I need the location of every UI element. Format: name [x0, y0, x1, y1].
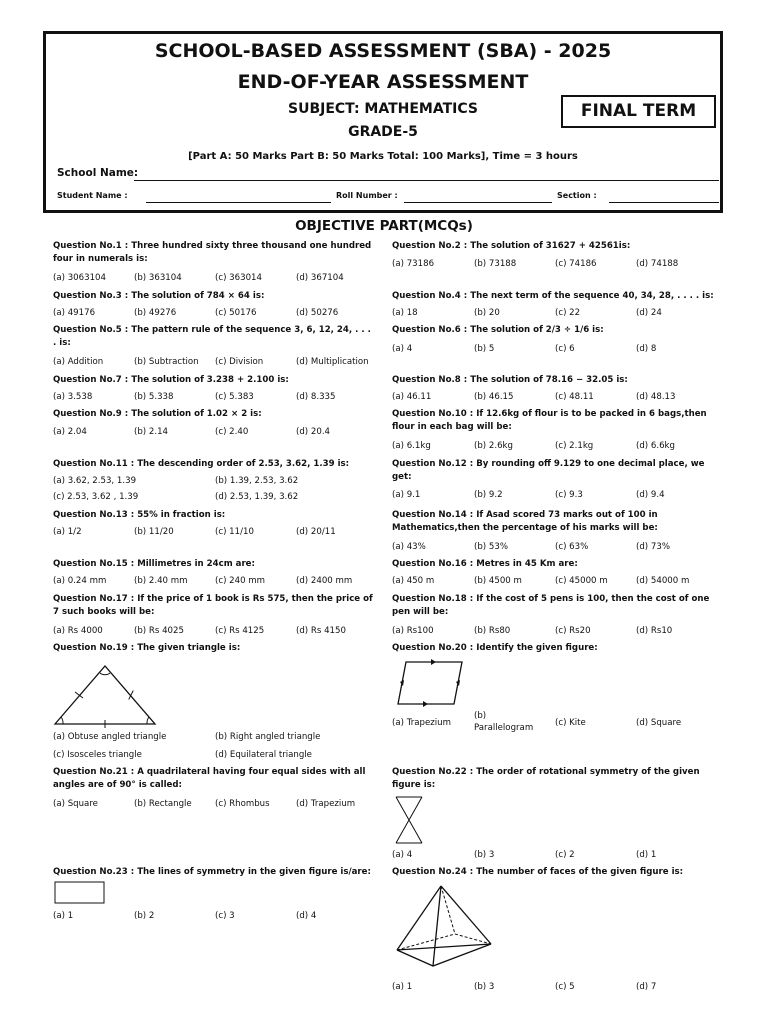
question-number: Question No.12 :: [392, 459, 474, 469]
option[interactable]: (a) 3063104: [53, 273, 106, 283]
question-text: Identify the given figure:: [476, 643, 598, 653]
option[interactable]: (d) Rs10: [636, 626, 673, 636]
question-3: [53, 290, 373, 303]
question-8: [392, 374, 722, 387]
question-11: [53, 458, 373, 471]
question-number: Question No.15 :: [53, 559, 135, 569]
assessment-title: SCHOOL-BASED ASSESSMENT (SBA) - 2025: [154, 40, 612, 62]
option[interactable]: (a) 9.1: [392, 490, 421, 500]
question-number: Question No.18 :: [392, 594, 474, 604]
question-text: 55% in fraction is:: [137, 510, 226, 520]
option[interactable]: (d) Square: [636, 718, 682, 728]
option[interactable]: (a) Addition: [53, 357, 104, 367]
option[interactable]: (b) 2.40 mm: [134, 576, 188, 586]
option[interactable]: (a) 1: [53, 911, 74, 921]
option[interactable]: (c) 22: [555, 308, 581, 318]
section-label: Section :: [557, 191, 597, 200]
option[interactable]: (b) 11/20: [134, 527, 174, 537]
roll-number-label: Roll Number :: [336, 191, 398, 200]
question-text: The next term of the sequence 40, 34, 28, . . . . is:: [470, 291, 714, 301]
question-text: The solution of 784 × 64 is:: [131, 291, 265, 301]
option[interactable]: (b) 2.6kg: [474, 441, 513, 451]
question-21: [53, 766, 373, 792]
question-number: Question No.22 :: [392, 767, 474, 777]
option[interactable]: (b) 4500 m: [474, 576, 522, 586]
question-number: Question No.19 :: [53, 643, 135, 653]
question-6: [392, 324, 722, 337]
option[interactable]: (b) 2: [134, 911, 155, 921]
option[interactable]: (d) 24: [636, 308, 662, 318]
question-20: [392, 642, 717, 655]
question-22: [392, 766, 717, 792]
question-text: The descending order of 2.53, 3.62, 1.39 is:: [137, 459, 350, 469]
question-24: [392, 866, 717, 879]
option[interactable]: (d) 9.4: [636, 490, 665, 500]
question-text: The order of rotational symmetry of the given figure is:: [392, 767, 700, 790]
option[interactable]: (b) 363104: [134, 273, 182, 283]
question-number: Question No.11 :: [53, 459, 135, 469]
question-10: [392, 408, 717, 434]
question-text: Three hundred sixty three thousand one hundred four in numerals is:: [53, 241, 372, 264]
option[interactable]: (d) 50276: [296, 308, 339, 318]
option[interactable]: (b) 3: [474, 850, 495, 860]
option[interactable]: (c) 5.383: [215, 392, 254, 402]
question-text: The solution of 31627 + 42561is:: [470, 241, 631, 251]
option[interactable]: (c) Kite: [555, 718, 586, 728]
option[interactable]: (a) 1: [392, 982, 413, 992]
question-text: A quadrilateral having four equal sides with all angles are of 90° is called:: [53, 767, 366, 790]
option[interactable]: (a) 6.1kg: [392, 441, 431, 451]
question-7: [53, 374, 373, 387]
option[interactable]: (b) 9.2: [474, 490, 503, 500]
option[interactable]: (b) 20: [474, 308, 500, 318]
question-number: Question No.9 :: [53, 409, 129, 419]
question-text: If the cost of 5 pens is 100, then the cost of one pen will be:: [392, 594, 710, 617]
header-box: [43, 31, 723, 213]
question-number: Question No.5 :: [53, 325, 129, 335]
option[interactable]: (b) Rectangle: [134, 799, 192, 809]
option[interactable]: (d) 6.6kg: [636, 441, 675, 451]
student-name-field[interactable]: [146, 202, 331, 203]
option[interactable]: (a) 73186: [392, 259, 435, 269]
option[interactable]: (a) Rs 4000: [53, 626, 103, 636]
question-number: Question No.7 :: [53, 375, 129, 385]
option[interactable]: (a) 49176: [53, 308, 96, 318]
question-number: Question No.8 :: [392, 375, 468, 385]
question-13: [53, 509, 373, 522]
question-text: The solution of 3.238 + 2.100 is:: [131, 375, 289, 385]
option[interactable]: (c) 5: [555, 982, 575, 992]
student-name-label: Student Name :: [57, 191, 128, 200]
option[interactable]: (d) 54000 m: [636, 576, 690, 586]
question-text: Metres in 45 Km are:: [476, 559, 578, 569]
option[interactable]: (b) 5: [474, 344, 495, 354]
option[interactable]: (a) Obtuse angled triangle: [53, 732, 167, 742]
question-text: By rounding off 9.129 to one decimal place, we get:: [392, 459, 705, 482]
option[interactable]: (a) 450 m: [392, 576, 435, 586]
section-field[interactable]: [609, 202, 719, 203]
subject-label: SUBJECT: MATHEMATICS: [288, 101, 478, 117]
option[interactable]: (d) 7: [636, 982, 657, 992]
school-name-field[interactable]: [134, 180, 719, 181]
question-number: Question No.6 :: [392, 325, 468, 335]
option[interactable]: (d) Equilateral triangle: [215, 750, 312, 760]
option[interactable]: (d) 4: [296, 911, 317, 921]
option[interactable]: (c) 45000 m: [555, 576, 608, 586]
question-2: [392, 240, 722, 253]
option[interactable]: (a) 0.24 mm: [53, 576, 107, 586]
question-5: [53, 324, 373, 350]
option[interactable]: (c) 74186: [555, 259, 597, 269]
option[interactable]: (a) 18: [392, 308, 418, 318]
question-number: Question No.14 :: [392, 510, 474, 520]
option[interactable]: (d) 48.13: [636, 392, 676, 402]
option[interactable]: (a) Trapezium: [392, 718, 451, 728]
option[interactable]: (a) 46.11: [392, 392, 432, 402]
option[interactable]: (b) Subtraction: [134, 357, 199, 367]
option[interactable]: (c) Division: [215, 357, 264, 367]
question-number: Question No.1 :: [53, 241, 129, 251]
option[interactable]: (b) Rs80: [474, 626, 511, 636]
question-text: If Asad scored 73 marks out of 100 in Mathematics,then the percentage of his marks will be:: [392, 510, 658, 533]
question-number: Question No.24 :: [392, 867, 474, 877]
hourglass-figure: [394, 795, 424, 847]
option[interactable]: (d) 2400 mm: [296, 576, 353, 586]
marks-line: [Part A: 50 Marks Part B: 50 Marks Total: 100 Marks], Time = 3 hours: [188, 151, 578, 162]
option[interactable]: (b) Rs 4025: [134, 626, 184, 636]
question-text: The pattern rule of the sequence 3, 6, 12, 24, . . . . is:: [53, 325, 371, 348]
option[interactable]: (d) 20/11: [296, 527, 336, 537]
option[interactable]: (c) 2: [555, 850, 575, 860]
question-4: [392, 290, 722, 303]
option[interactable]: (b) 5.338: [134, 392, 174, 402]
option[interactable]: (c) Isosceles triangle: [53, 750, 142, 760]
option[interactable]: (d) 74188: [636, 259, 679, 269]
option[interactable]: (a) Square: [53, 799, 98, 809]
question-text: Millimetres in 24cm are:: [137, 559, 255, 569]
pyramid-figure: [395, 884, 495, 972]
option[interactable]: (b) 46.15: [474, 392, 514, 402]
option[interactable]: (d) 73%: [636, 542, 670, 552]
option[interactable]: (d) 1: [636, 850, 657, 860]
parallelogram-figure: [394, 660, 466, 708]
option[interactable]: (c) Rhombus: [215, 799, 270, 809]
option[interactable]: (d) Rs 4150: [296, 626, 346, 636]
question-23: [53, 866, 373, 879]
question-19: [53, 642, 373, 655]
option[interactable]: (d) 8.335: [296, 392, 336, 402]
assessment-subtitle: END-OF-YEAR ASSESSMENT: [237, 71, 529, 93]
option[interactable]: (c) 363014: [215, 273, 262, 283]
question-text: The solution of 1.02 × 2 is:: [131, 409, 262, 419]
option[interactable]: (b) 1.39, 2.53, 3.62: [215, 476, 299, 486]
question-1: [53, 240, 373, 266]
question-text: If 12.6kg of flour is to be packed in 6 bags,then flour in each bag will be:: [392, 409, 707, 432]
option[interactable]: (b) 49276: [134, 308, 177, 318]
question-number: Question No.10 :: [392, 409, 474, 419]
option[interactable]: (a) 4: [392, 344, 413, 354]
option[interactable]: (b) 53%: [474, 542, 508, 552]
question-number: Question No.3 :: [53, 291, 129, 301]
option[interactable]: (c) 2.1kg: [555, 441, 594, 451]
section-title: OBJECTIVE PART(MCQs): [295, 218, 473, 234]
option[interactable]: (a) Rs100: [392, 626, 434, 636]
question-text: The lines of symmetry in the given figure is/are:: [137, 867, 371, 877]
question-9: [53, 408, 373, 421]
option[interactable]: (c) 9.3: [555, 490, 583, 500]
option[interactable]: (a) 4: [392, 850, 413, 860]
option[interactable]: (c) 2.40: [215, 427, 249, 437]
roll-number-field[interactable]: [404, 202, 552, 203]
question-12: [392, 458, 717, 484]
question-17: [53, 593, 375, 619]
option[interactable]: (c) 240 mm: [215, 576, 266, 586]
question-16: [392, 558, 717, 571]
option[interactable]: (b) 73188: [474, 259, 517, 269]
question-18: [392, 593, 717, 619]
option[interactable]: (c) 50176: [215, 308, 257, 318]
question-number: Question No.23 :: [53, 867, 135, 877]
question-number: Question No.20 :: [392, 643, 474, 653]
final-term-badge: FINAL TERM: [561, 95, 716, 128]
option[interactable]: (d) Multiplication: [296, 357, 369, 367]
option[interactable]: (c) 6: [555, 344, 575, 354]
question-15: [53, 558, 373, 571]
question-number: Question No.4 :: [392, 291, 468, 301]
question-text: The number of faces of the given figure is:: [476, 867, 684, 877]
option[interactable]: (d) Trapezium: [296, 799, 356, 809]
option[interactable]: (c) Rs 4125: [215, 626, 265, 636]
triangle-figure: [50, 662, 160, 728]
rectangle-figure: [54, 881, 106, 905]
school-name-label: School Name:: [57, 167, 139, 179]
option[interactable]: (c) Rs20: [555, 626, 591, 636]
option[interactable]: (b) 2.14: [134, 427, 169, 437]
question-text: The given triangle is:: [137, 643, 241, 653]
option[interactable]: (a) 43%: [392, 542, 426, 552]
option[interactable]: (a) 2.04: [53, 427, 87, 437]
option[interactable]: (c) 11/10: [215, 527, 254, 537]
question-number: Question No.2 :: [392, 241, 468, 251]
option[interactable]: (d) 8: [636, 344, 657, 354]
question-text: If the price of 1 book is Rs 575, then the price of 7 such books will be:: [53, 594, 373, 617]
question-number: Question No.16 :: [392, 559, 474, 569]
option[interactable]: (c) 3: [215, 911, 235, 921]
question-number: Question No.17 :: [53, 594, 135, 604]
option[interactable]: (b) Parallelogram: [474, 711, 534, 733]
option[interactable]: (b) 3: [474, 982, 495, 992]
option[interactable]: (c) 63%: [555, 542, 589, 552]
option[interactable]: (a) 3.62, 2.53, 1.39: [53, 476, 137, 486]
question-text: The solution of 78.16 − 32.05 is:: [470, 375, 628, 385]
grade-label: GRADE-5: [348, 124, 418, 140]
question-number: Question No.21 :: [53, 767, 135, 777]
option[interactable]: (d) 367104: [296, 273, 344, 283]
option[interactable]: (c) 2.53, 3.62 , 1.39: [53, 492, 139, 502]
option[interactable]: (d) 20.4: [296, 427, 331, 437]
question-14: [392, 509, 717, 535]
option[interactable]: (a) 1/2: [53, 527, 82, 537]
option[interactable]: (b) Right angled triangle: [215, 732, 321, 742]
option[interactable]: (c) 48.11: [555, 392, 594, 402]
option[interactable]: (d) 2.53, 1.39, 3.62: [215, 492, 299, 502]
option[interactable]: (a) 3.538: [53, 392, 93, 402]
question-number: Question No.13 :: [53, 510, 135, 520]
question-text: The solution of 2/3 ÷ 1/6 is:: [470, 325, 604, 335]
